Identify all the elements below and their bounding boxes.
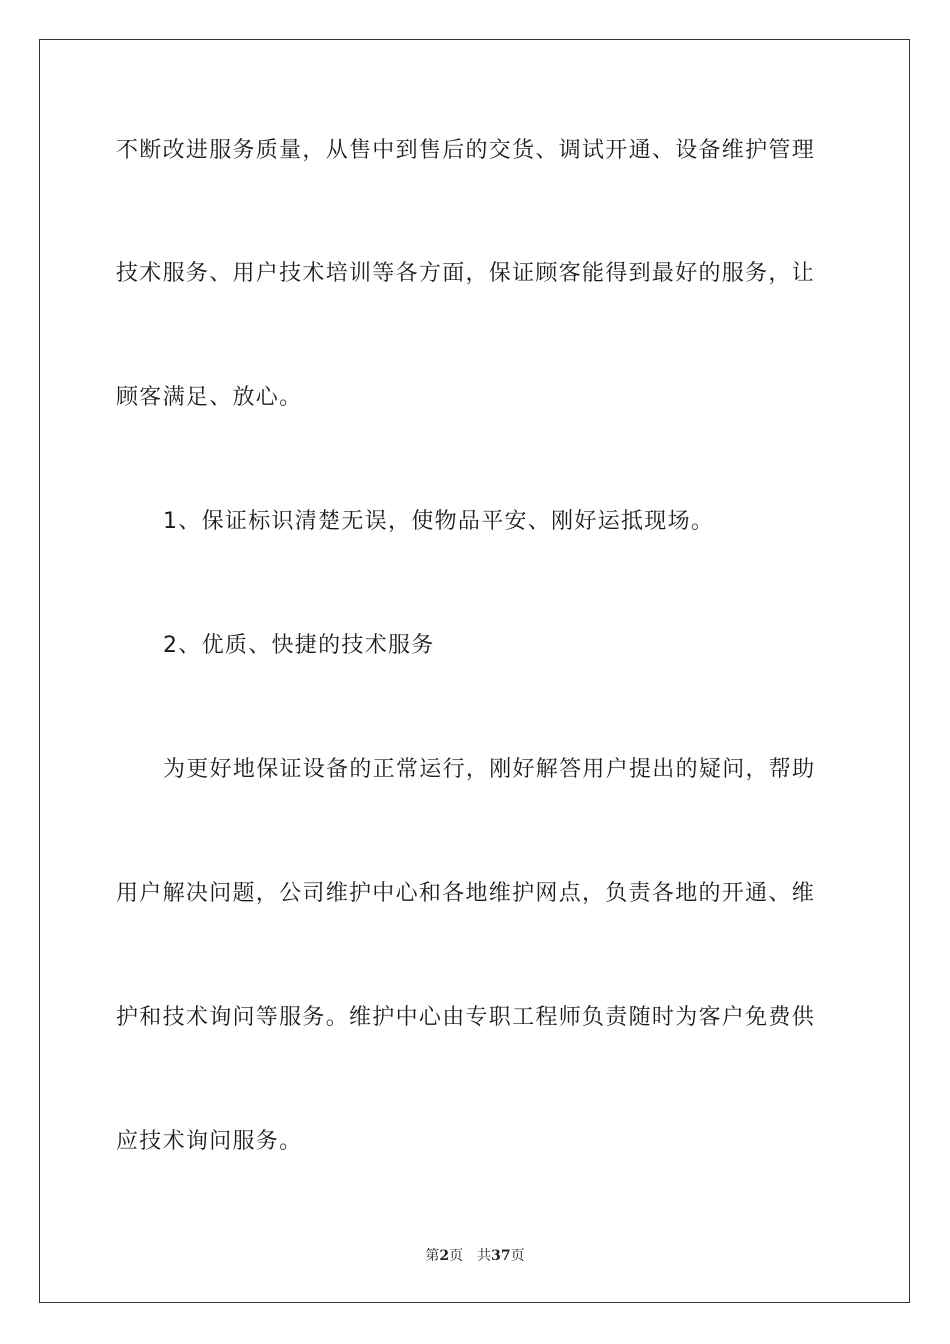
page-prefix: 第 (425, 1248, 440, 1264)
total-prefix: 共 (477, 1248, 492, 1264)
page-number: 2 (439, 1248, 450, 1264)
body-line-4: 为更好地保证设备的正常运行，刚好解答用户提出的疑问，帮助 (163, 757, 816, 782)
body-line-6: 护和技术询问等服务。维护中心由专职工程师负责随时为客户免费供 (116, 1005, 816, 1030)
list-item-1: 1、保证标识清楚无误，使物品平安、刚好运抵现场。 (163, 509, 715, 534)
page-border (39, 39, 910, 1303)
total-suffix: 页 (510, 1248, 525, 1264)
body-line-1: 不断改进服务质量，从售中到售后的交货、调试开通、设备维护管理 (116, 138, 816, 163)
body-line-2: 技术服务、用户技术培训等各方面，保证顾客能得到最好的服务，让 (116, 261, 816, 286)
page-footer (0, 1247, 950, 1265)
body-line-7: 应技术询问服务。 (116, 1129, 303, 1154)
body-line-3: 顾客满足、放心。 (116, 385, 303, 410)
list-item-2-heading: 2、优质、快捷的技术服务 (163, 633, 435, 658)
page-suffix: 页 (449, 1248, 464, 1264)
body-line-5: 用户解决问题，公司维护中心和各地维护网点，负责各地的开通、维 (116, 881, 816, 906)
total-pages: 37 (491, 1248, 511, 1264)
